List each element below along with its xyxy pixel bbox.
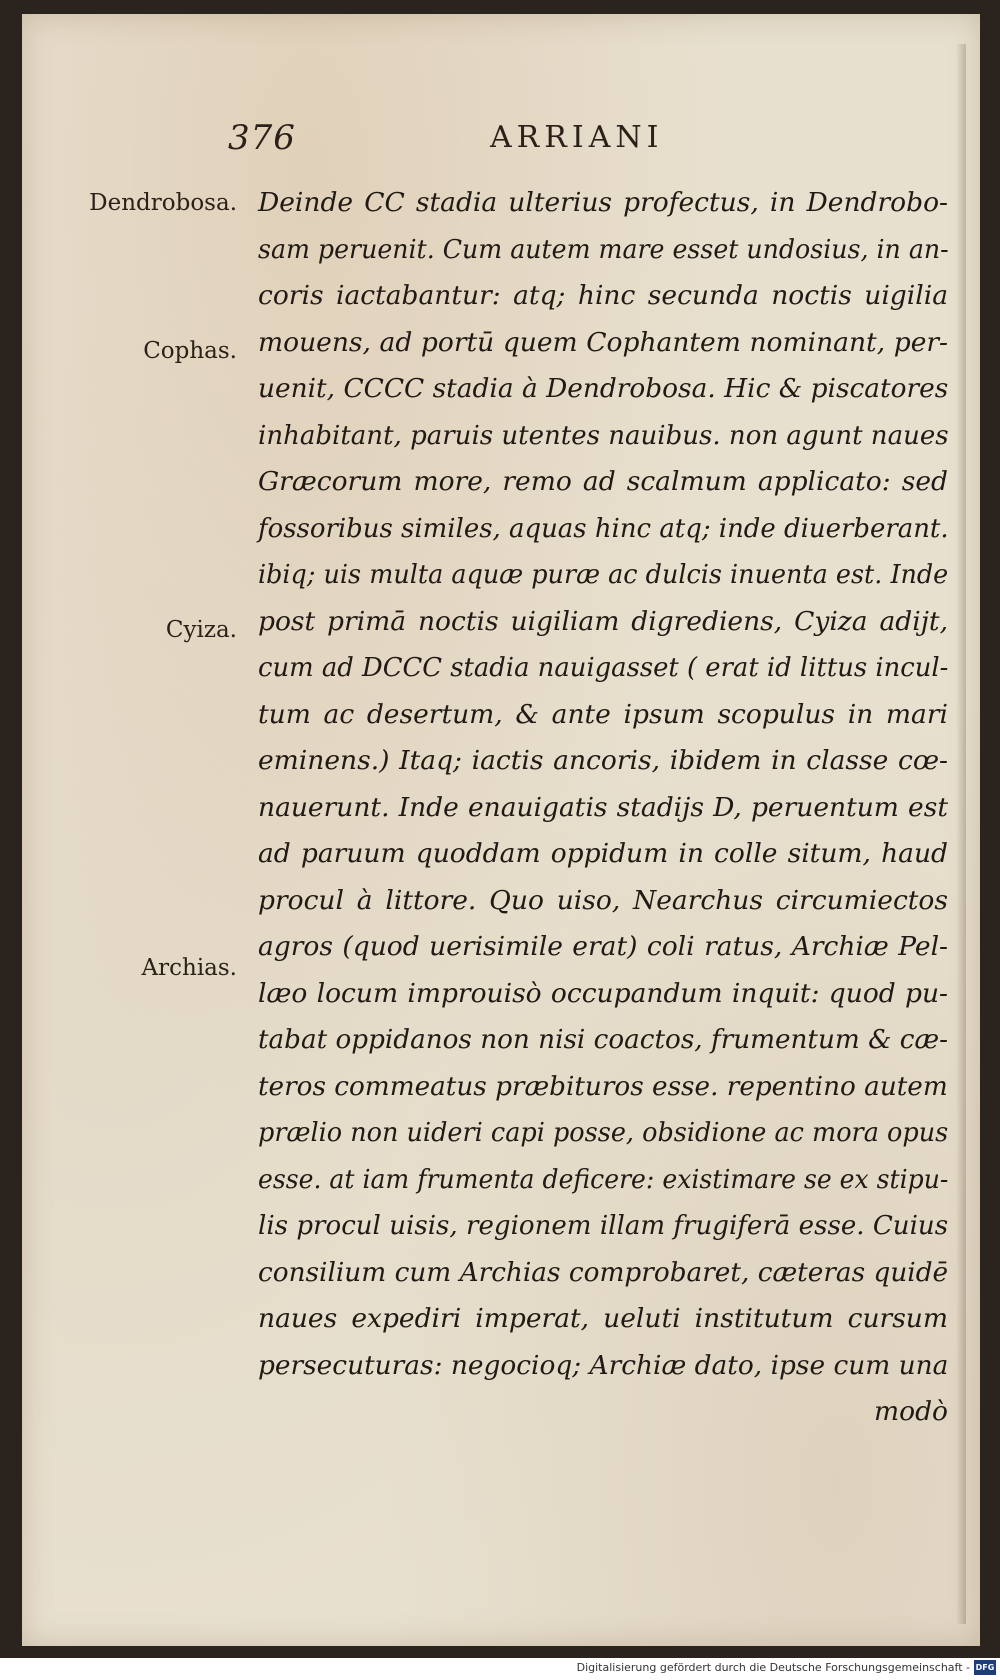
text-line: prælio non uideri capi posse, obsidione ac mora opus <box>258 1117 949 1148</box>
text-line: eminens.) Itaq; iactis ancoris, ibidem in classe cœ- <box>258 745 948 776</box>
page-edge-shadow <box>956 44 966 1624</box>
dfg-logo[interactable]: DFG <box>974 1660 996 1675</box>
text-line: fossoribus similes, aquas hinc atq; inde diuerberant. <box>258 512 949 544</box>
text-line: sam peruenit. Cum autem mare esset undosius, in an- <box>258 233 949 265</box>
text-line: persecuturas: negocioq; Archiæ dato, ipse cum una <box>258 1349 949 1381</box>
text-line: nauerunt. Inde enauigatis stadijs D, peruentum est <box>258 791 948 823</box>
text-line: læo locum improuisò occupandum inquit: quod pu- <box>258 977 948 1009</box>
text-line: coris iactabantur: atq; hinc secunda noctis uigilia <box>258 280 948 311</box>
text-line: naues expediri imperat, ueluti institutum cursum <box>258 1303 948 1334</box>
text-line: cum ad DCCC stadia nauigasset ( erat id littus incul- <box>258 652 949 683</box>
catchword: modò <box>873 1396 948 1427</box>
text-line: consilium cum Archias comprobaret, cæteras quidē <box>258 1256 949 1288</box>
page-number: 376 <box>228 118 296 158</box>
text-line: Deinde CC stadia ulterius profectus, in Dendrobo- <box>258 187 948 218</box>
text-line: uenit, CCCC stadia à Dendrobosa. Hic & piscatores <box>258 373 949 404</box>
text-line: Græcorum more, remo ad scalmum applicato: sed <box>258 466 948 497</box>
text-line: teros commeatus præbituros esse. repentino autem <box>258 1070 948 1102</box>
running-title: ARRIANI <box>490 120 664 155</box>
text-line: mouens, ad portū quem Cophantem nominant, per- <box>258 326 948 358</box>
margin-note-dendrobosa: Dendrobosa. <box>89 190 237 216</box>
text-line: inhabitant, paruis utentes nauibus. non agunt naues <box>258 419 949 451</box>
text-line: tum ac desertum, & ante ipsum scopulus in mari <box>258 698 948 730</box>
digitization-footer <box>0 1658 1000 1680</box>
text-line: tabat oppidanos non nisi coactos, frumentum & cæ- <box>258 1024 949 1055</box>
text-line: esse. at iam frumenta deficere: existimare se ex stipu- <box>258 1163 949 1195</box>
margin-note-archias: Archias. <box>141 955 237 981</box>
margin-note-cyiza: Cyiza. <box>165 617 237 643</box>
text-line: lis procul uisis, regionem illam frugiferā esse. Cuius <box>258 1210 949 1241</box>
text-line: agros (quod uerisimile erat) coli ratus, Archiæ Pel- <box>258 931 948 962</box>
text-line: ad paruum quoddam oppidum in colle situm, haud <box>258 838 948 869</box>
footer-credit: Digitalisierung gefördert durch die Deutsche Forschungsgemeinschaft - <box>576 1661 970 1674</box>
text-line: procul à littore. Quo uiso, Nearchus circumiectos <box>258 884 948 916</box>
text-line: post primā noctis uigiliam digrediens, Cyiza adijt, <box>258 605 948 637</box>
text-line: ibiq; uis multa aquæ puræ ac dulcis inuenta est. Inde <box>258 559 949 590</box>
body-text <box>258 180 948 1436</box>
margin-note-cophas: Cophas. <box>143 338 237 364</box>
